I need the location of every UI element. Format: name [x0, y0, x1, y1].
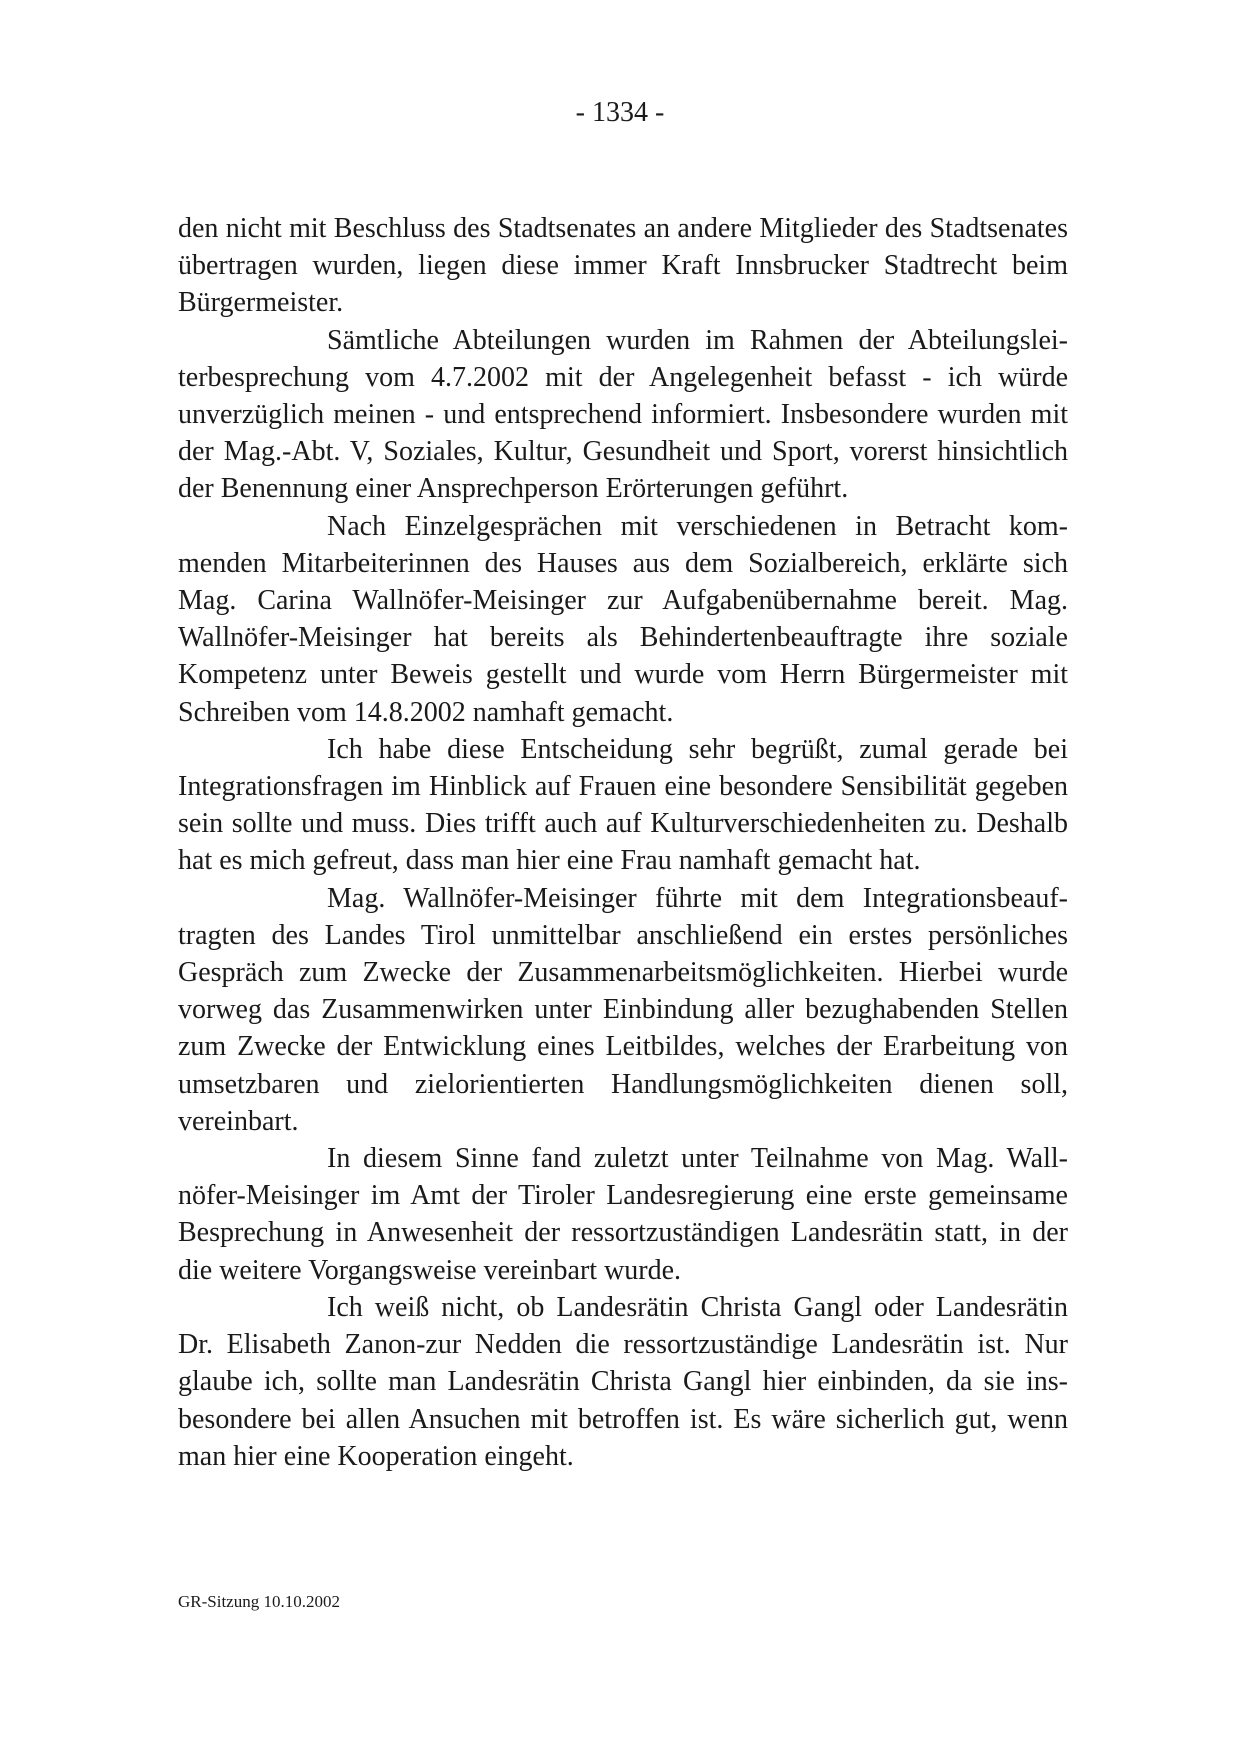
paragraph: Ich weiß nicht, ob Landesrätin Christa Gangl oder Landesrätin Dr. Elisabeth Zanon-zur Nedden die ressortzuständige Landesrätin ist. Nur glaube ich, sollte man Landesrätin Christa Gangl hier einbinden, da sie insbesondere bei allen Ansuchen mit betroffen ist. Es wäre sicherlich gut, wenn man hier eine Kooperation eingeht. [178, 1291, 1068, 1472]
paragraph: den nicht mit Beschluss des Stadtsenates an andere Mitglieder des Stadtsenates übertragen wurden, liegen diese immer Kraft Innsbrucker Stadtrecht beim Bürgermeister. [178, 213, 1068, 319]
paragraph: In diesem Sinne fand zuletzt unter Teilnahme von Mag. Wallnöfer-Meisinger im Amt der Tiroler Landesregierung eine erste gemeinsame Besprechung in Anwesenheit der ressortzuständigen Landesrätin statt, in der die weitere Vorgangsweise vereinbart wurde. [178, 1143, 1068, 1286]
paragraph: Ich habe diese Entscheidung sehr begrüßt, zumal gerade bei Integrationsfragen im Hinblick auf Frauen eine besondere Sensibilität gegeben sein sollte und muss. Dies trifft auch auf Kulturverschiedenheiten zu. Deshalb hat es mich gefreut, dass man hier eine Frau namhaft gemacht hat. [178, 733, 1068, 877]
paragraph: Sämtliche Abteilungen wurden im Rahmen der Abteilungsleiterbesprechung vom 4.7.2002 mit der Angelegenheit befasst - ich würde unverzüglich meinen - und entsprechend informiert. Insbesondere wurden mit der Mag.-Abt. V, Soziales, Kultur, Gesundheit und Sport, vorerst hinsichtlich der Benennung einer Ansprechperson Erörterungen geführt. [178, 324, 1068, 505]
document-body [178, 210, 1068, 1475]
paragraph: Mag. Wallnöfer-Meisinger führte mit dem Integrationsbeauftragten des Landes Tirol unmittelbar anschließend ein erstes persönliches Gespräch zum Zwecke der Zusammenarbeitsmöglichkeiten. Hierbei wurde vorweg das Zusammenwirken unter Einbindung aller bezughabenden Stellen zum Zwecke der Entwicklung eines Leitbildes, welches der Erarbeitung von umsetzbaren und zielorientierten Handlungsmöglichkeiten dienen soll, vereinbart. [178, 882, 1068, 1137]
footer-session-label: GR-Sitzung 10.10.2002 [178, 1592, 340, 1611]
paragraph: Nach Einzelgesprächen mit verschiedenen in Betracht kommenden Mitarbeiterinnen des Hauses aus dem Sozialbereich, erklärte sich Mag. Carina Wallnöfer-Meisinger zur Aufgabenübernahme bereit. Mag. Wallnöfer-Meisinger hat bereits als Behindertenbeauftragte ihre soziale Kompetenz unter Beweis gestellt und wurde vom Herrn Bürgermeister mit Schreiben vom 14.8.2002 namhaft gemacht. [178, 510, 1068, 728]
page-number: - 1334 - [575, 97, 665, 128]
